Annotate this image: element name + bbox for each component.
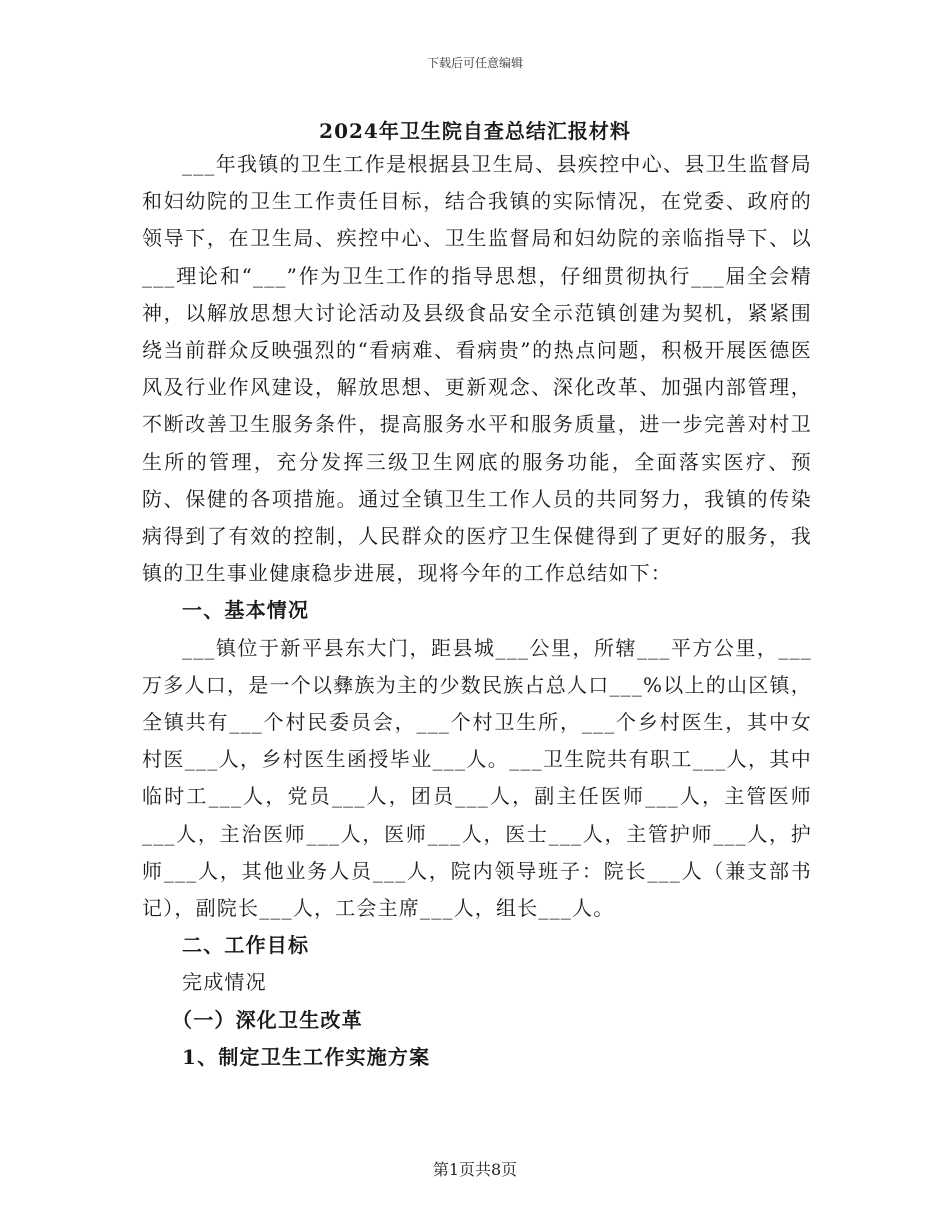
section2-heading: 二、工作目标 [182,933,310,958]
item-heading: 1、制定卫生工作实施方案 [182,1044,431,1069]
header-note: 下载后可任意编辑 [426,56,523,70]
section1-paragraph: ___镇位于新平县东大门，距县城___公里，所辖___平方公里，___万多人口，是一个以彝族为主的少数民族占总人口___%以上的山区镇，全镇共有___个村民委员会，___个村卫生所，___个乡村医生，其中女村医___人，乡村医生函授毕业___人。___卫生院共有职工___人，其中临时工___人，党员___人，团员___人，副主任医师___人，主管医师___人，主治医师___人，医师___人，医士___人，主管护师___人，护师___人，其他业务人员___人，院内领导班子：院长___人（兼支部书记），副院长___人，工会主席___人，组长___人。 [142,635,812,921]
document-title: 2024年卫生院自查总结汇报材料 [319,119,631,143]
intro-paragraph: ___年我镇的卫生工作是根据县卫生局、县疾控中心、县卫生监督局和妇幼院的卫生工作责任目标，结合我镇的实际情况，在党委、政府的领导下，在卫生局、疾控中心、卫生监督局和妇幼院的亲临指导下、以___理论和“___”作为卫生工作的指导思想，仔细贯彻执行___届全会精神，以解放思想大讨论活动及县级食品安全示范镇创建为契机，紧紧围绕当前群众反映强烈的“看病难、看病贵”的热点问题，积极开展医德医风及行业作风建设，解放思想、更新观念、深化改革、加强内部管理，不断改善卫生服务条件，提高服务水平和服务质量，进一步完善对村卫生所的管理，充分发挥三级卫生网底的服务功能，全面落实医疗、预防、保健的各项措施。通过全镇卫生工作人员的共同努力，我镇的传染病得到了有效的控制，人民群众的医疗卫生保健得到了更好的服务，我镇的卫生事业健康稳步进展，现将今年的工作总结如下： [142,152,812,586]
subsection-heading: （一）深化卫生改革 [172,1007,363,1032]
page-footer: 第1页共8页 [432,1160,518,1179]
section1-heading: 一、基本情况 [182,598,310,623]
document-body [142,146,812,1076]
section2-subtitle: 完成情况 [182,970,267,995]
